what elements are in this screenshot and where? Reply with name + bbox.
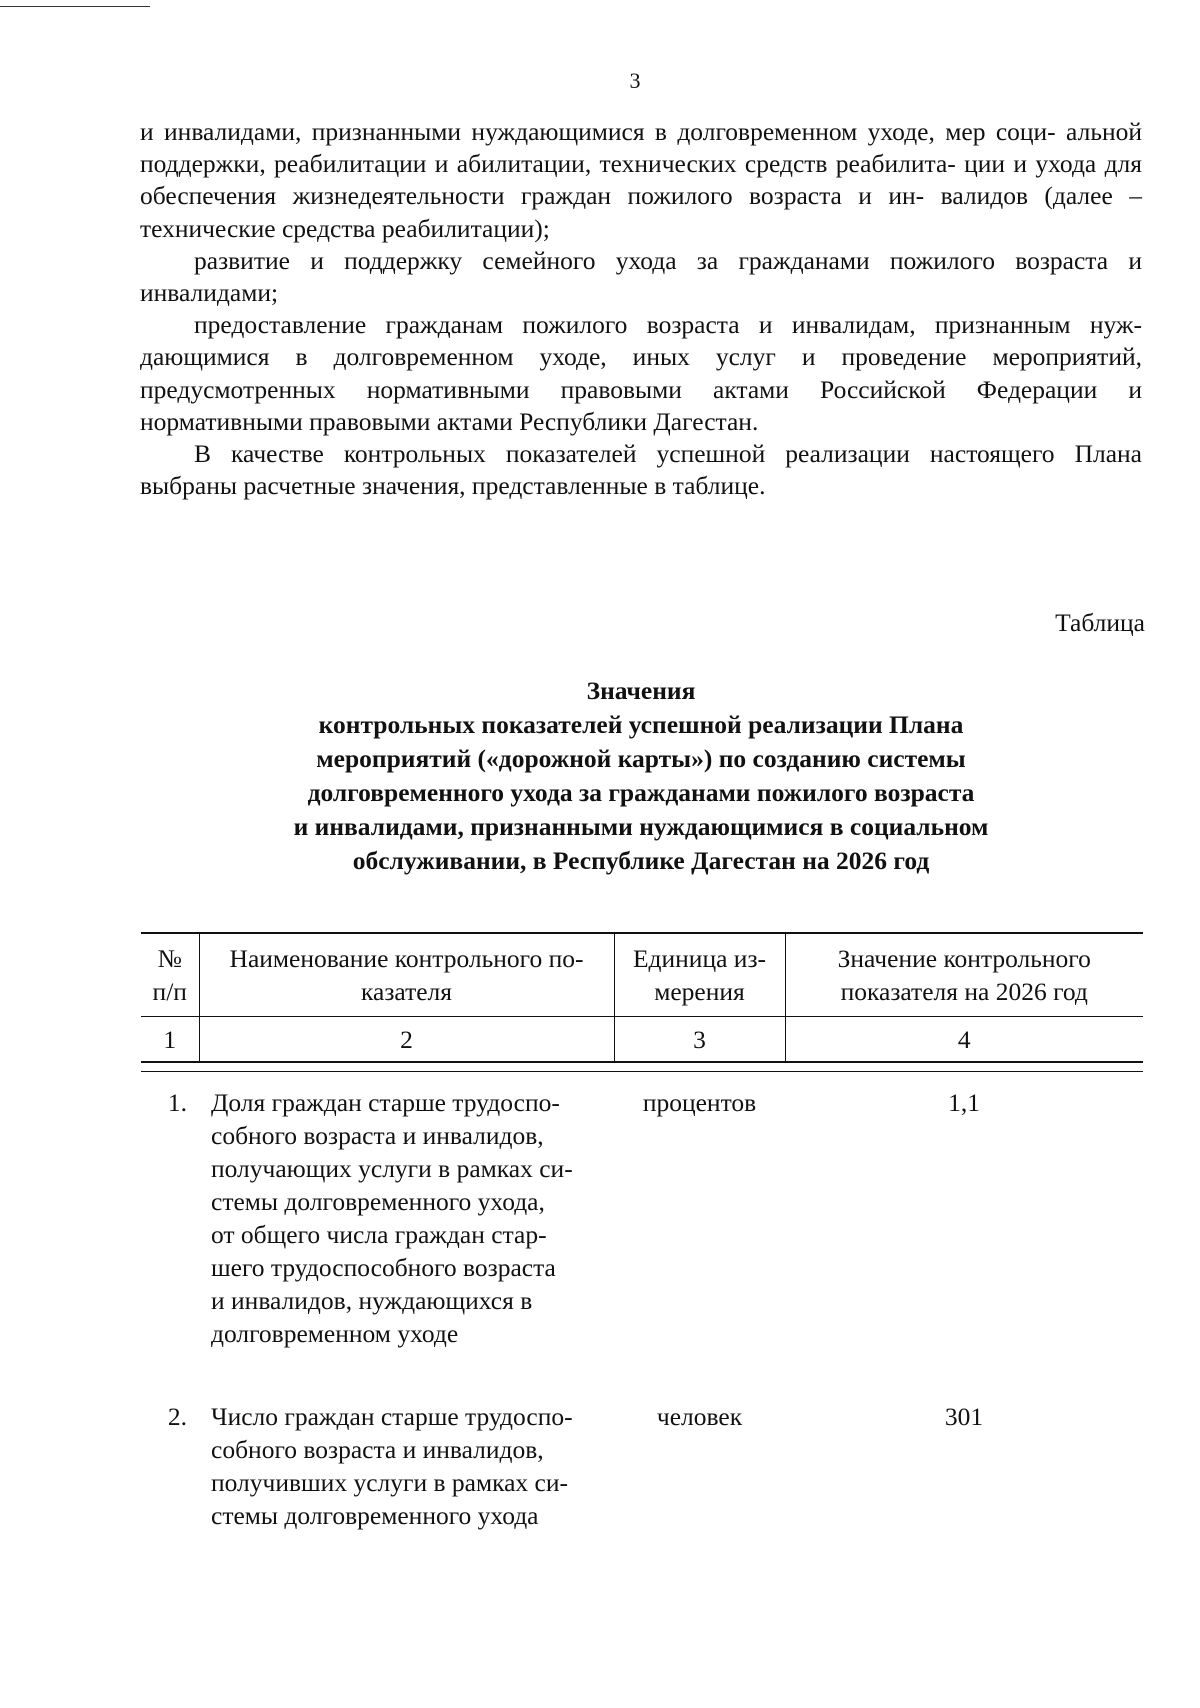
row-2-name-line-2: собного возраста и инвалидов, (211, 1435, 544, 1464)
paragraph-1-line-3: ции и ухода для обеспечения жизнедеятельности граждан пожилого возраста и ин- (140, 149, 1143, 211)
paragraph-1-line-2: альной поддержки, реабилитации и абилитации, технических средств реабилита- (140, 117, 1142, 179)
row-1-value: 1,1 (948, 1088, 980, 1117)
table-row (141, 1386, 1143, 1532)
table-title-line-6: обслуживании, в Республике Дагестан на 2026 год (352, 846, 930, 875)
row-1-name-line-4: стемы долговременного ухода, (211, 1187, 545, 1216)
header-value-line-1: Значение контрольного (837, 944, 1091, 973)
table-caption: Таблица (1055, 608, 1145, 637)
row-1-name-line-3: получающих услуги в рамках си- (211, 1154, 573, 1183)
column-number-2: 2 (199, 1017, 614, 1063)
row-1-name-line-5: от общего числа граждан стар- (211, 1220, 547, 1249)
row-2-indicator-name (199, 1386, 614, 1532)
paragraph-4-line-2: выбраны расчетные значения, представленные в таблице. (140, 471, 766, 501)
header-spacer-row (141, 1062, 1143, 1072)
column-number-1: 1 (141, 1017, 199, 1063)
paragraph-1 (140, 116, 1142, 245)
paragraph-2 (140, 245, 1142, 309)
page-number: 3 (629, 68, 641, 93)
indicators-table (141, 932, 1143, 1532)
header-number-line-1: № (157, 944, 182, 973)
header-name-line-2: казателя (361, 977, 452, 1006)
row-1-name-line-2: собного возраста и инвалидов, (211, 1121, 544, 1150)
row-1-name-line-1: Доля граждан старше трудоспо- (211, 1088, 560, 1117)
row-1-name-line-7: и инвалидов, нуждающихся в (211, 1286, 533, 1315)
row-2-name-line-4: стемы долговременного ухода (211, 1501, 539, 1530)
column-number-3: 3 (614, 1017, 785, 1063)
paragraph-1-line-4: валидов (далее – технические средства реабилитации); (140, 181, 1142, 243)
table-title-line-4: долговременного ухода за гражданами пожилого возраста (307, 778, 975, 807)
header-unit (614, 933, 785, 1017)
header-number-line-2: п/п (152, 977, 187, 1006)
paragraph-4 (140, 438, 1142, 502)
table-title-line-5: и инвалидами, признанными нуждающимися в социальном (293, 812, 989, 841)
column-number-4: 4 (785, 1017, 1143, 1063)
header-unit-line-1: Единица из- (632, 944, 767, 973)
row-2-value: 301 (944, 1402, 984, 1431)
column-number-row (141, 1017, 1143, 1063)
row-2-number: 2. (167, 1402, 187, 1431)
header-value-line-2: показателя на 2026 год (840, 977, 1088, 1006)
header-unit-line-2: мерения (654, 977, 745, 1006)
paragraph-4-line-1: В качестве контрольных показателей успешной реализации настоящего Плана (194, 439, 1142, 469)
paragraph-3-line-1: предоставление гражданам пожилого возраста и инвалидам, признанным нуж- (194, 310, 1142, 340)
body-text (140, 116, 1142, 502)
table-title-line-3: мероприятий («дорожной карты») по созданию системы (316, 744, 966, 773)
table-title-line-1: Значения (586, 676, 696, 705)
paragraph-3 (140, 309, 1142, 438)
header-bottom-rule (141, 1062, 1143, 1072)
row-2-name-line-3: получивших услуги в рамках си- (211, 1468, 568, 1497)
paragraph-3-line-2: дающимися в долговременном уходе, иных услуг и проведение мероприятий, (140, 342, 1142, 372)
table-header-row (141, 933, 1143, 1017)
table-row (141, 1072, 1143, 1387)
row-1-indicator-name (199, 1072, 614, 1387)
paragraph-3-line-4: и нормативными правовыми актами Республики Дагестан. (140, 374, 1143, 436)
row-2-unit: человек (656, 1402, 743, 1431)
paragraph-2-line-1: развитие и поддержку семейного ухода за гражданами пожилого возраста (194, 245, 1109, 275)
row-1-name-line-6: шего трудоспособного возраста (211, 1253, 556, 1282)
paragraph-2-line-2: и инвалидами; (140, 245, 1143, 308)
row-1-unit: процентов (642, 1088, 757, 1117)
row-1-number: 1. (167, 1088, 187, 1117)
header-value (785, 933, 1143, 1017)
row-2-name-line-1: Число граждан старше трудоспо- (211, 1402, 573, 1431)
header-name-line-1: Наименование контрольного по- (229, 944, 584, 973)
top-edge-rule (0, 6, 150, 7)
header-number (141, 933, 199, 1017)
row-1-name-line-8: долговременном уходе (211, 1319, 459, 1348)
table-title-line-2: контрольных показателей успешной реализации Плана (318, 710, 964, 739)
header-indicator-name (199, 933, 614, 1017)
table-title (140, 674, 1142, 878)
paragraph-3-line-3: предусмотренных нормативными правовыми актами Российской Федерации (140, 374, 1098, 404)
paragraph-1-line-1: и инвалидами, признанными нуждающимися в долговременном уходе, мер соци- (140, 117, 1056, 146)
